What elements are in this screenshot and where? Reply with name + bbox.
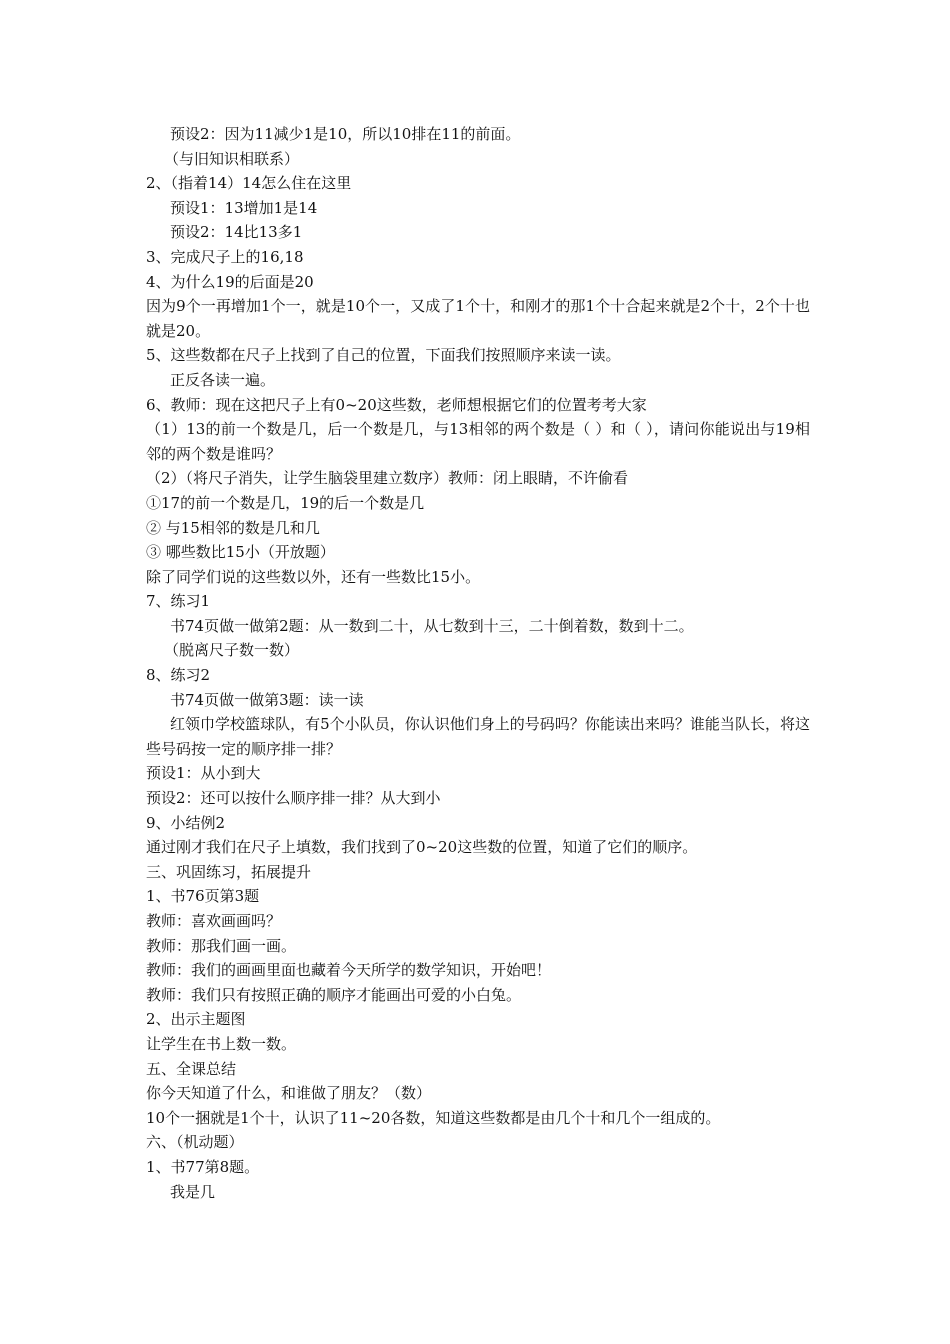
text-line: 9、小结例2 <box>146 813 226 832</box>
document-body <box>146 122 810 1204</box>
text-line: 书74页做一做第3题：读一读 <box>170 690 364 709</box>
text-line: ①17的前一个数是几，19的后一个数是几 <box>146 493 425 512</box>
text-line: 预设2：还可以按什么顺序排一排？从大到小 <box>146 789 441 808</box>
text-line: （脱离尺子数一数） <box>164 641 300 660</box>
text-line: 预设2：14比13多1 <box>170 223 303 242</box>
section-heading: 三、巩固练习，拓展提升 <box>146 862 312 881</box>
text-line: 教师：那我们画一画。 <box>146 936 297 955</box>
text-line: 4、为什么19的后面是20 <box>146 272 314 291</box>
text-line: 正反各读一遍。 <box>170 370 276 389</box>
text-line: ③ 哪些数比15小（开放题） <box>146 543 335 562</box>
text-line: 7、练习1 <box>146 592 211 611</box>
text-line: 2、（指着14）14怎么住在这里 <box>146 174 352 193</box>
text-line: 预设1：从小到大 <box>146 764 261 783</box>
text-line: 1、书77第8题。 <box>146 1157 260 1176</box>
text-line: 教师：我们只有按照正确的顺序才能画出可爱的小白兔。 <box>146 985 522 1004</box>
section-heading: 五、全课总结 <box>146 1059 237 1078</box>
text-line: 通过刚才我们在尺子上填数，我们找到了0~20这些数的位置，知道了它们的顺序。 <box>146 838 698 857</box>
text-line: 教师：我们的画画里面也藏着今天所学的数学知识，开始吧！ <box>146 961 552 980</box>
text-line: 预设1：13增加1是14 <box>170 198 318 217</box>
text-line: ② 与15相邻的数是几和几 <box>146 518 320 537</box>
text-line: 6、教师：现在这把尺子上有0~20这些数，老师想根据它们的位置考考大家 <box>146 395 647 414</box>
text-line: 教师：喜欢画画吗？ <box>146 912 282 930</box>
text-line: 3、完成尺子上的16,18 <box>146 247 304 266</box>
text-line: 除了同学们说的这些数以外，还有一些数比15小。 <box>146 567 481 586</box>
text-line: 让学生在书上数一数。 <box>146 1034 297 1053</box>
text-line: 预设2：因为11减少1是10，所以10排在11的前面。 <box>170 125 521 143</box>
text-paragraph: 红领巾学校篮球队，有5个小队员，你认识他们身上的号码吗？你能读出来吗？谁能当队长，将这些号码按一定的顺序排一排？ <box>146 715 810 758</box>
text-line: 8、练习2 <box>146 666 211 685</box>
text-line: 10个一捆就是1个十，认识了11~20各数，知道这些数都是由几个十和几个一组成的。 <box>146 1108 721 1127</box>
text-line: 2、出示主题图 <box>146 1010 246 1029</box>
text-line: （与旧知识相联系） <box>164 149 300 168</box>
text-line: 1、书76页第3题 <box>146 887 260 906</box>
text-line: 5、这些数都在尺子上找到了自己的位置，下面我们按照顺序来读一读。 <box>146 346 621 365</box>
text-line: 我是几 <box>170 1182 216 1201</box>
text-line: （2）（将尺子消失，让学生脑袋里建立数序）教师：闭上眼睛，不许偷看 <box>146 469 629 488</box>
section-heading: 六、（机动题） <box>146 1133 244 1152</box>
text-paragraph: （1）13的前一个数是几，后一个数是几，与13相邻的两个数是（ ）和（ ），请问你能说出与19相邻的两个数是谁吗？ <box>146 420 810 463</box>
text-line: 书74页做一做第2题：从一数到二十，从七数到十三，二十倒着数，数到十二。 <box>170 616 694 635</box>
text-paragraph: 因为9个一再增加1个一，就是10个一，又成了1个十，和刚才的那1个十合起来就是2个十，2个十也就是20。 <box>146 297 810 340</box>
text-line: 你今天知道了什么，和谁做了朋友？（数） <box>146 1084 432 1103</box>
